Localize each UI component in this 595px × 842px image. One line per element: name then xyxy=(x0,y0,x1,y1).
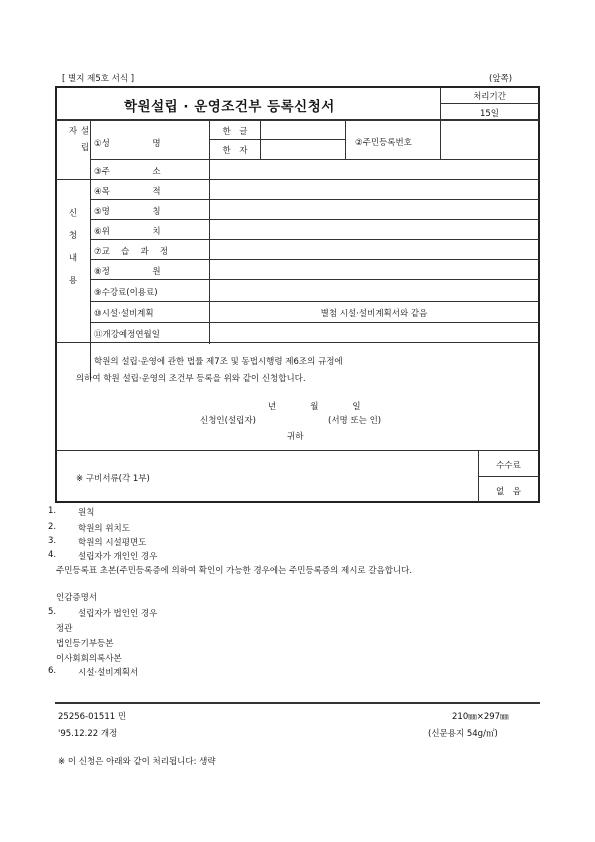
form-number: [ 별지 제5호 서식 ] xyxy=(62,74,135,84)
statement-line-1: 학원의 설립·운영에 관한 법률 제7조 및 동법시행령 제6조의 규정에 xyxy=(94,357,343,367)
list-item: 이사회회의록사본 xyxy=(56,654,122,664)
processing-value: 15일 xyxy=(479,109,500,119)
list-item-number: 4. xyxy=(48,550,57,560)
content-section-label: 신청내용 xyxy=(67,208,77,298)
processing-note: ※ 이 신청은 아래와 같이 처리됩니다: 생략 xyxy=(58,757,216,767)
list-item: 설립자가 법인인 경우 xyxy=(78,609,158,619)
list-item-number: 1. xyxy=(48,506,57,516)
list-item: 원칙 xyxy=(78,508,95,518)
processing-label: 처리기간 xyxy=(473,92,506,102)
address-label: ③주 소 xyxy=(94,167,161,177)
list-item-number: 5. xyxy=(48,607,57,617)
fee-value: 없 음 xyxy=(496,487,521,497)
fee-label: ⑨수강료(이용료) xyxy=(94,288,158,298)
paper-size: 210㎜×297㎜ xyxy=(452,712,509,722)
facility-value: 별첨 시설·설비계획서와 같음 xyxy=(320,309,428,319)
recipient-label: 귀하 xyxy=(287,432,304,442)
list-item-number: 6. xyxy=(48,666,57,676)
capacity-label: ⑧정 원 xyxy=(94,267,161,277)
list-item: 법인등기부등본 xyxy=(56,639,114,649)
documents-heading: ※ 구비서류(각 1부) xyxy=(76,474,150,484)
name-label: ①성 명 xyxy=(94,139,161,149)
list-item: 학원의 시설평면도 xyxy=(78,538,147,548)
purpose-label: ④목 적 xyxy=(94,187,161,197)
location-label: ⑥위 치 xyxy=(94,227,161,237)
resident-no-label: ②주민등록번호 xyxy=(355,138,412,148)
list-item-number: 2. xyxy=(48,522,57,532)
list-item: 정관 xyxy=(56,624,73,634)
list-item-number: 3. xyxy=(48,536,57,546)
course-label: ⑦교 습 과 정 xyxy=(94,247,169,257)
opening-date-label: ⑪개강예정연월일 xyxy=(94,330,160,340)
signature-label: (서명 또는 인) xyxy=(328,416,382,426)
application-date: 년 월 일 xyxy=(268,402,361,412)
fee-header: 수수료 xyxy=(496,461,521,471)
hangul-label: 한 글 xyxy=(222,127,248,137)
founder-section-label: 설립자 xyxy=(67,126,89,159)
form-code: 25256-01511 민 xyxy=(58,712,127,722)
revision-date: '95.12.22 개정 xyxy=(58,729,118,739)
list-item: 주민등록표 초본(주민등록증에 의하여 확인이 가능한 경우에는 주민등록증의 제시로 갈음합니다. xyxy=(56,566,413,576)
title-label: ⑤명 칭 xyxy=(94,207,161,217)
hanja-label: 한 자 xyxy=(222,146,248,156)
form-title: 학원설립 · 운영조건부 등록신청서 xyxy=(124,99,335,115)
list-item: 설립자가 개인인 경우 xyxy=(78,552,158,562)
applicant-label: 신청인(설립자) xyxy=(200,416,256,426)
statement-line-2: 의하여 학원 설립·운영의 조건부 등록을 위와 같이 신청합니다. xyxy=(76,374,306,384)
paper-type: (신문용지 54g/㎡) xyxy=(428,729,498,739)
page-side: (앞쪽) xyxy=(489,74,513,84)
list-item: 인감증명서 xyxy=(56,593,98,603)
list-item: 시설·설비계획서 xyxy=(78,668,139,678)
list-item: 학원의 위치도 xyxy=(78,524,130,534)
facility-label: ⑩시설·설비계획 xyxy=(94,309,154,319)
